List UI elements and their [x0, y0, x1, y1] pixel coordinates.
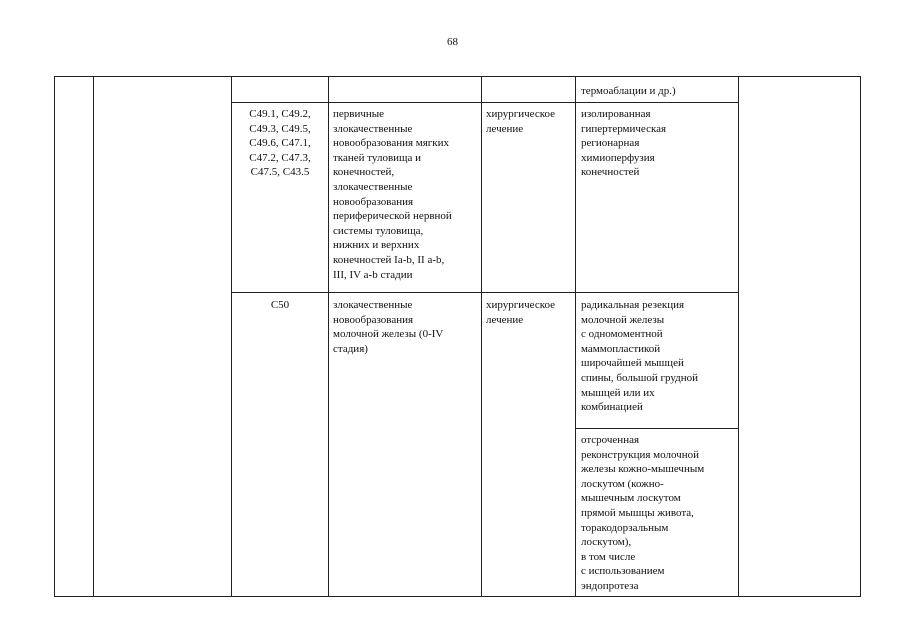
column-divider-2 — [231, 76, 232, 597]
row-divider-3 — [575, 428, 738, 429]
c49-treatment-cell: хирургическое лечение — [486, 108, 556, 135]
c49-method-cell: изолированная гипертермическая регионарная химиоперфузия конечностей — [581, 108, 667, 179]
row-divider-1 — [231, 102, 738, 103]
column-divider-3 — [328, 76, 329, 597]
c49-codes-cell: С49.1, С49.2, С49.3, С49.5, С49.6, С47.1, С47.2, С47.3, С47.5, С43.5 — [249, 108, 311, 179]
row-divider-2 — [231, 292, 738, 293]
column-divider-5 — [575, 76, 576, 597]
column-divider-6 — [738, 76, 739, 597]
column-divider-1 — [93, 76, 94, 597]
c50-method-1-cell: радикальная резекция молочной железы с одномоментной маммопластикой широчайшей мышцей спины, большой грудной мышцей или их комбинацией — [581, 299, 699, 414]
column-divider-4 — [481, 76, 482, 597]
c50-treatment-cell: хирургическое лечение — [486, 299, 556, 326]
table-border-right — [860, 76, 861, 597]
c49-condition-cell: первичные злокачественные новообразования мягких тканей туловища и конечностей, злокачественные новообразования периферической нервной системы туловища, нижних и верхних конечностей Ia-b, II a-b, III, IV a-b стадии — [333, 108, 452, 281]
c50-condition-cell: злокачественные новообразования молочной железы (0-IV стадия) — [333, 299, 444, 355]
table-border-top — [54, 76, 861, 77]
c50-method-2-cell: отсроченная реконструкция молочной железы кожно-мышечным лоскутом (кожно- мышечным лоскутом прямой мышцы живота, торакодорзальным лоскутом), в том числе с использованием эндопротеза — [581, 434, 705, 592]
c50-code-cell: С50 — [270, 299, 290, 311]
page-number: 68 — [447, 36, 458, 48]
method-continuation-cell: термоаблации и др.) — [581, 85, 676, 97]
table-border-bottom — [54, 596, 861, 597]
table-border-left — [54, 76, 55, 597]
